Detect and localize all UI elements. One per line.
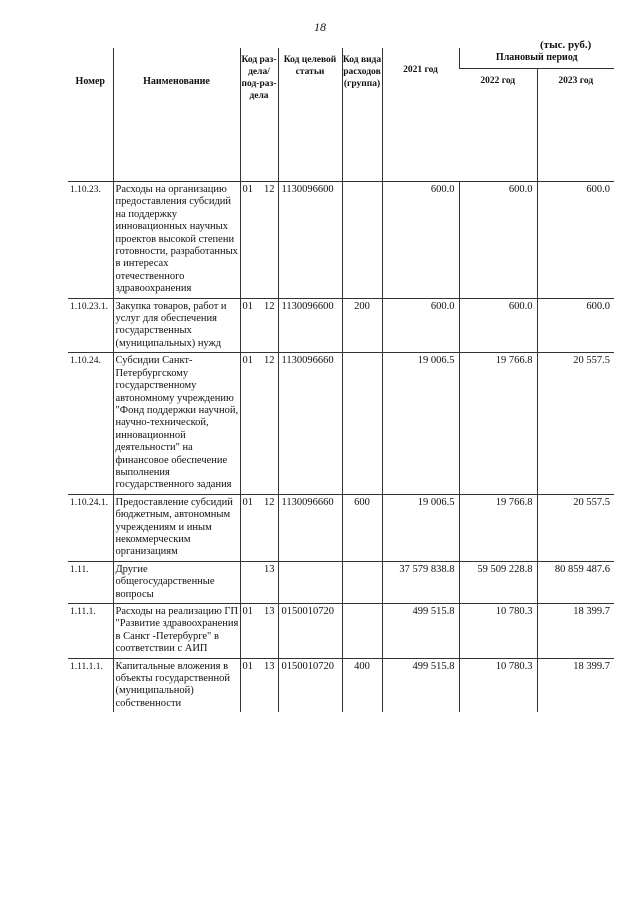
row-expense-type: 600 bbox=[342, 494, 382, 561]
row-2023-value: 18 399.7 bbox=[537, 604, 614, 659]
row-razdel bbox=[240, 658, 278, 712]
row-2023-value: 600.0 bbox=[537, 182, 614, 299]
row-razdel-code: 01 bbox=[242, 300, 253, 312]
row-number: 1.11.1.1. bbox=[70, 661, 103, 672]
row-target-code: 0150010720 bbox=[278, 658, 342, 712]
row-2023-value: 20 557.5 bbox=[537, 494, 614, 561]
row-razdel bbox=[240, 353, 278, 494]
row-razdel-code: 01 bbox=[242, 496, 253, 508]
row-2023-value: 80 859 487.6 bbox=[537, 561, 614, 603]
row-podrazdel-code: 13 bbox=[264, 563, 275, 575]
row-razdel-code: 01 bbox=[242, 606, 253, 617]
row-name: Капитальные вложения в объекты государственной (муниципальной) собственности bbox=[113, 658, 240, 712]
row-target-code bbox=[278, 561, 342, 603]
row-2022-value: 19 766.8 bbox=[459, 353, 537, 494]
row-2022-value: 19 766.8 bbox=[459, 494, 537, 561]
header-2023: 2023 год bbox=[537, 69, 614, 182]
row-razdel-code: 01 bbox=[242, 184, 253, 195]
table-row bbox=[68, 353, 614, 494]
row-razdel bbox=[240, 182, 278, 299]
header-name: Наименование bbox=[113, 48, 240, 182]
header-cs: Код целевой статьи bbox=[278, 48, 342, 182]
row-expense-type: 400 bbox=[342, 658, 382, 712]
row-2023-value: 600.0 bbox=[537, 298, 614, 353]
row-razdel bbox=[240, 604, 278, 659]
row-razdel bbox=[240, 561, 278, 603]
row-target-code: 1130096660 bbox=[278, 353, 342, 494]
table-row bbox=[68, 494, 614, 561]
row-name: Субсидии Санкт-Петербургскому государственному автономному учреждению "Фонд поддержки научной, научно-технической, инновационной деятельности" на финансовое обеспечение выполнения государственного задания bbox=[113, 353, 240, 494]
row-expense-type bbox=[342, 182, 382, 299]
row-target-code: 1130096600 bbox=[278, 298, 342, 353]
row-2021-value: 499 515.8 bbox=[382, 658, 459, 712]
row-number: 1.10.23.1. bbox=[70, 301, 108, 312]
row-podrazdel-code: 12 bbox=[264, 300, 275, 312]
row-target-code: 1130096660 bbox=[278, 494, 342, 561]
row-name: Расходы на реализацию ГП "Развитие здравоохранения в Санкт -Петербурге" в соответствии с АИП bbox=[113, 604, 240, 659]
row-2023-value: 20 557.5 bbox=[537, 353, 614, 494]
row-number: 1.10.24. bbox=[70, 356, 101, 367]
header-2022: 2022 год bbox=[480, 76, 516, 86]
row-2021-value: 37 579 838.8 bbox=[382, 561, 459, 603]
row-podrazdel-code: 12 bbox=[264, 184, 275, 195]
units-label: (тыс. руб.) bbox=[540, 39, 592, 51]
row-razdel-code: 01 bbox=[242, 660, 253, 672]
header-2021: 2021 год bbox=[382, 48, 459, 182]
row-2022-value: 59 509 228.8 bbox=[459, 561, 537, 603]
row-number: 1.10.24.1. bbox=[70, 497, 108, 508]
row-podrazdel-code: 12 bbox=[264, 496, 275, 508]
row-2022-value: 600.0 bbox=[459, 298, 537, 353]
table-row bbox=[68, 604, 614, 659]
row-number: 1.10.23. bbox=[70, 185, 101, 195]
budget-table bbox=[68, 48, 614, 712]
header-vr: Код вида расходов (группа) bbox=[342, 48, 382, 182]
header-razdel: Код раз-дела/ под-раз-дела bbox=[240, 48, 278, 182]
row-target-code: 0150010720 bbox=[278, 604, 342, 659]
row-2022-value: 600.0 bbox=[459, 182, 537, 299]
row-podrazdel-code: 12 bbox=[264, 355, 275, 367]
row-expense-type bbox=[342, 604, 382, 659]
header-num: Номер bbox=[75, 76, 105, 87]
row-podrazdel-code: 13 bbox=[264, 660, 275, 672]
table-row bbox=[68, 561, 614, 603]
row-2021-value: 600.0 bbox=[382, 182, 459, 299]
row-2021-value: 19 006.5 bbox=[382, 494, 459, 561]
row-2021-value: 499 515.8 bbox=[382, 604, 459, 659]
row-expense-type bbox=[342, 561, 382, 603]
row-name: Расходы на организацию предоставления субсидий на поддержку инновационных научных проектов высокой степени готовности, разработанных в интересах отечественного здравоохранения bbox=[113, 182, 240, 299]
row-2023-value: 18 399.7 bbox=[537, 658, 614, 712]
row-expense-type: 200 bbox=[342, 298, 382, 353]
row-expense-type bbox=[342, 353, 382, 494]
row-razdel bbox=[240, 494, 278, 561]
row-target-code: 1130096600 bbox=[278, 182, 342, 299]
row-2021-value: 19 006.5 bbox=[382, 353, 459, 494]
row-razdel bbox=[240, 298, 278, 353]
row-2022-value: 10 780.3 bbox=[459, 604, 537, 659]
table-row bbox=[68, 658, 614, 712]
table-row bbox=[68, 182, 614, 299]
row-name: Закупка товаров, работ и услуг для обеспечения государственных (муниципальных) нужд bbox=[113, 298, 240, 353]
row-2022-value: 10 780.3 bbox=[459, 658, 537, 712]
page-number: 18 bbox=[314, 20, 326, 34]
row-number: 1.11. bbox=[70, 564, 89, 575]
row-name: Предоставление субсидий бюджетным, автономным учреждениям и иным некоммерческим организациям bbox=[113, 494, 240, 561]
row-podrazdel-code: 13 bbox=[264, 606, 275, 617]
row-2021-value: 600.0 bbox=[382, 298, 459, 353]
table-row bbox=[68, 298, 614, 353]
header-plan-period: Плановый период bbox=[459, 48, 614, 69]
row-name: Другие общегосударственные вопросы bbox=[113, 561, 240, 603]
row-razdel-code: 01 bbox=[242, 355, 253, 367]
row-number: 1.11.1. bbox=[70, 607, 96, 617]
